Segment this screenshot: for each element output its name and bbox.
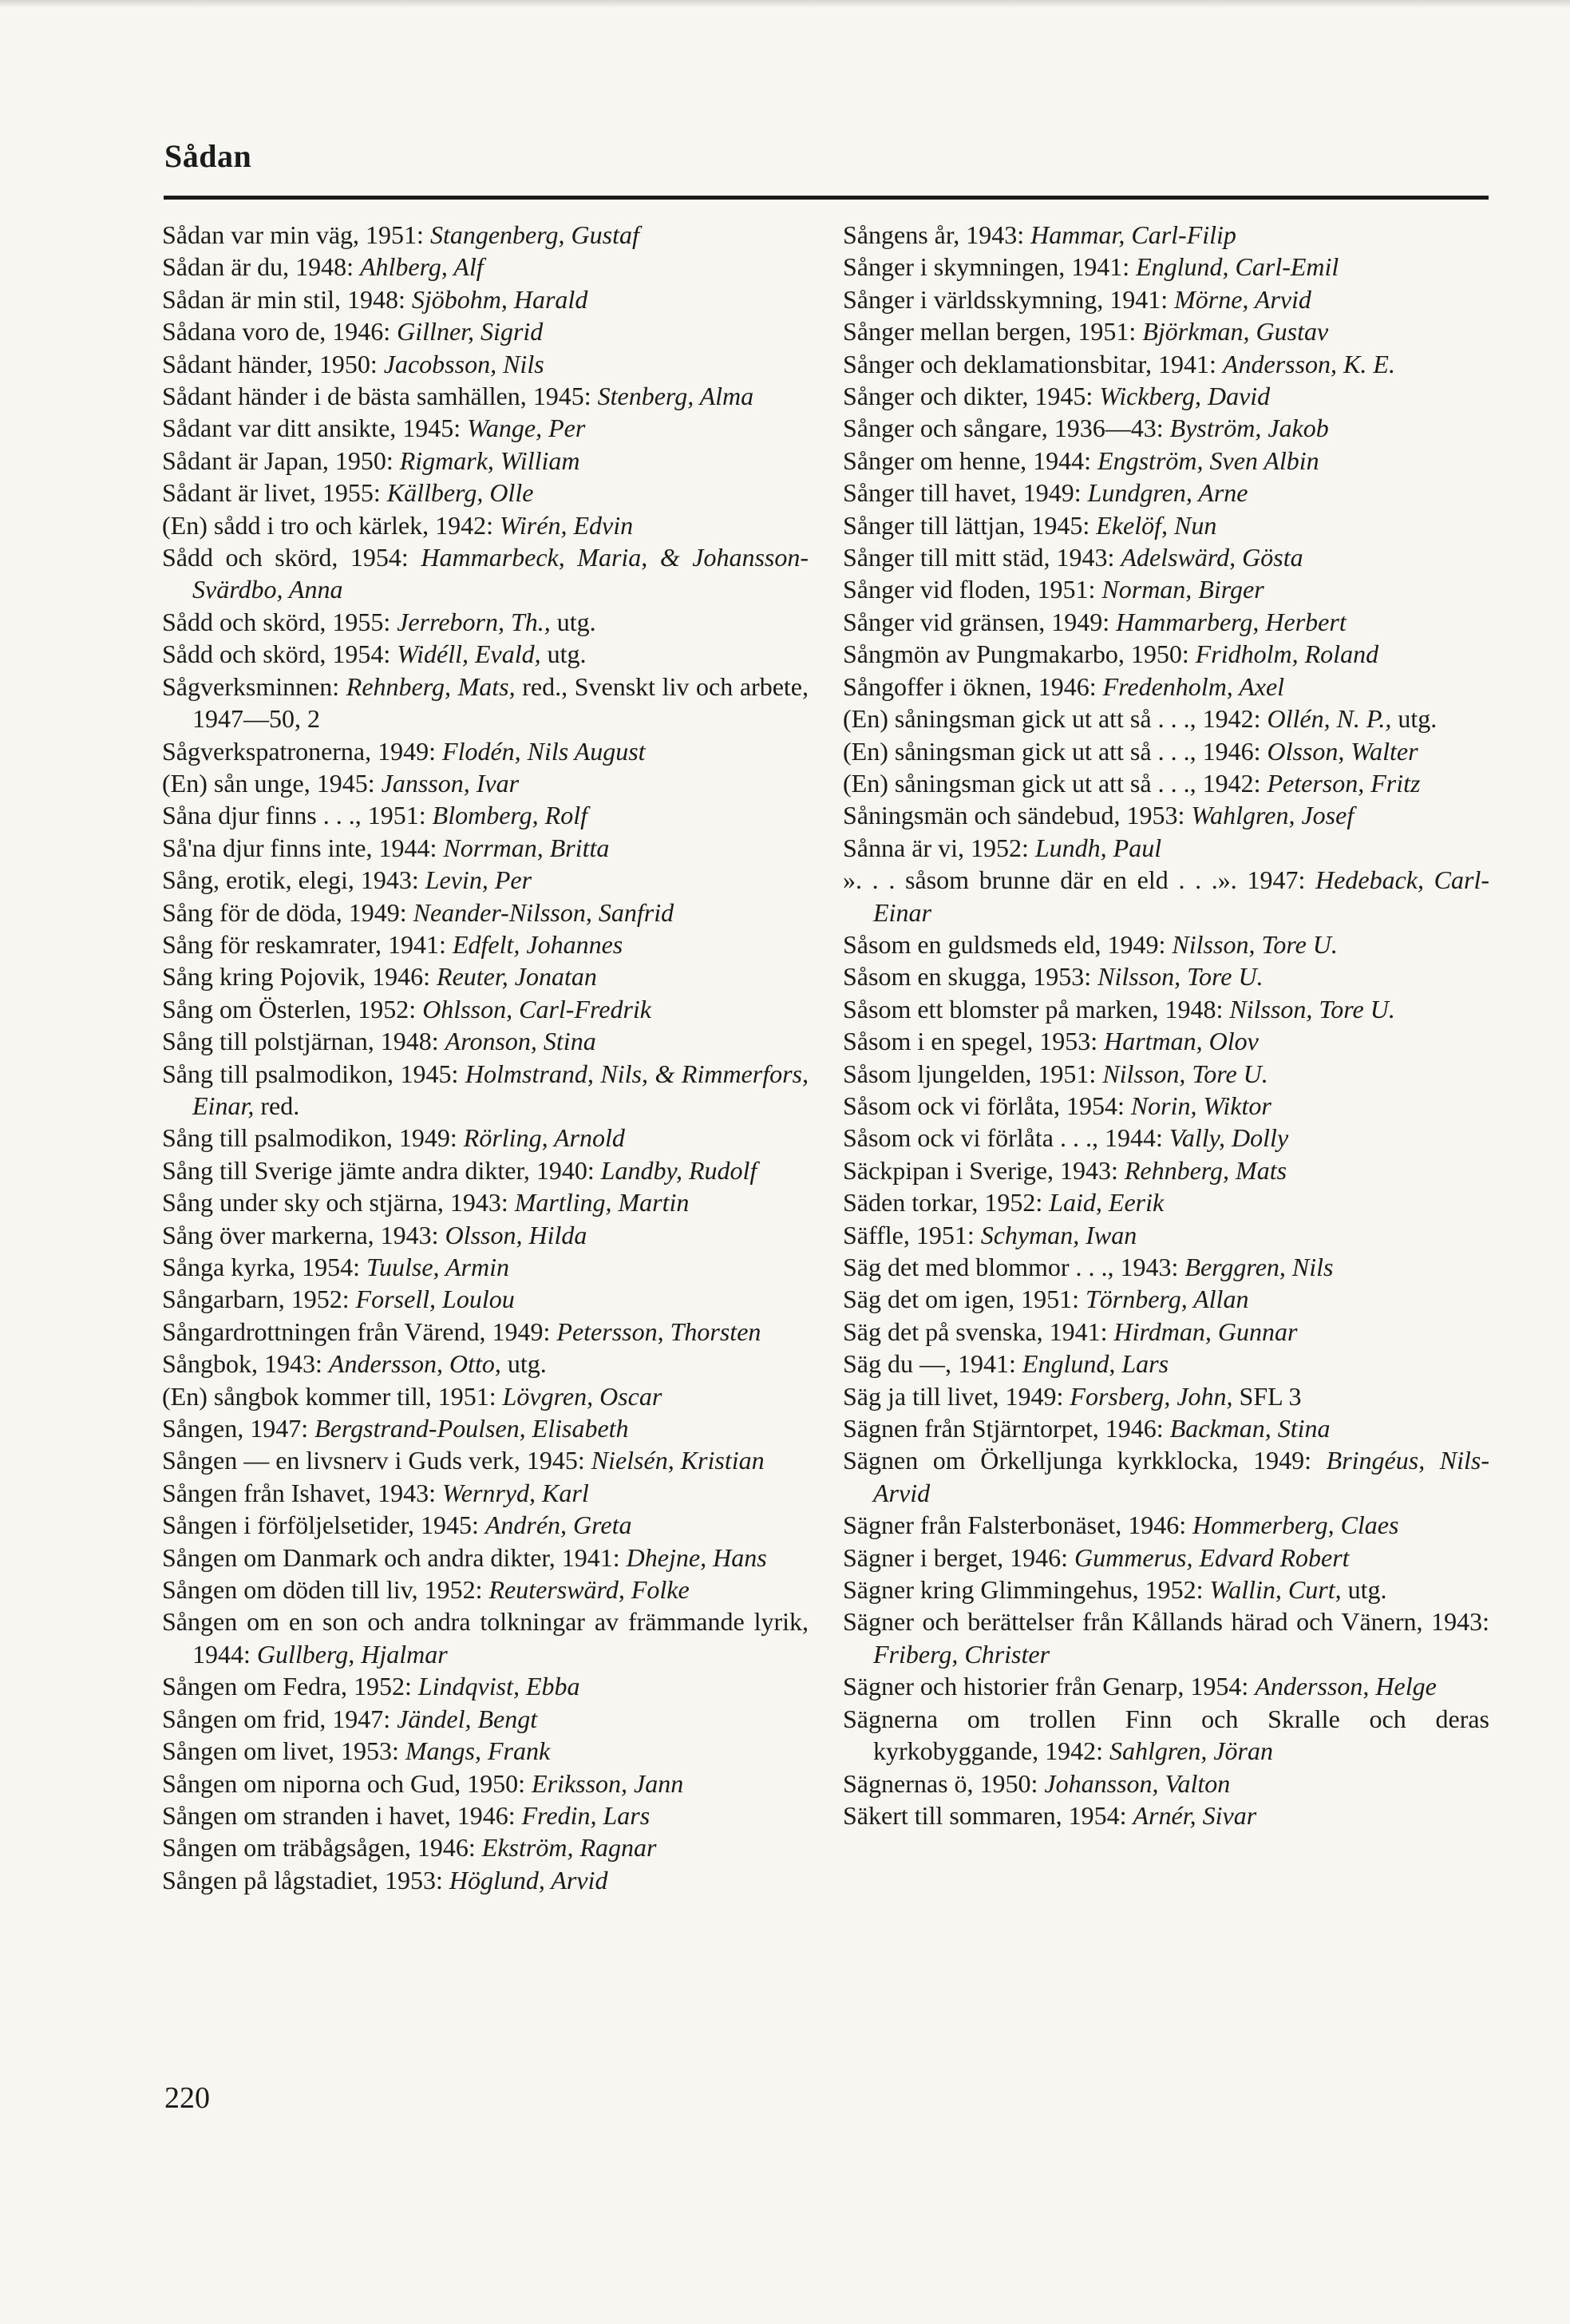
entry-title: Såsom i en spegel, 1953: [843, 1027, 1105, 1056]
entry-author: Englund, Lars [1022, 1349, 1169, 1379]
index-entry [162, 283, 809, 315]
index-entry [162, 380, 809, 412]
entry-title: Sägner från Falsterbonäset, 1946: [843, 1510, 1193, 1540]
index-entry [843, 1316, 1489, 1348]
entry-author: Olsson, Walter [1267, 736, 1418, 766]
entry-title: (En) såningsman gick ut att så . . ., 1946: [843, 736, 1267, 766]
entry-title: Säden torkar, 1952: [843, 1188, 1050, 1217]
index-entry [843, 219, 1489, 251]
entry-title: Såsom ett blomster på marken, 1948: [843, 994, 1230, 1023]
entry-suffix: utg. [1391, 704, 1438, 734]
index-entry [162, 1025, 809, 1057]
entry-author: Gummerus, Edvard Robert [1074, 1542, 1350, 1572]
entry-title: Sången om frid, 1947: [162, 1704, 397, 1733]
entry-title: Sång kring Pojovik, 1946: [162, 962, 437, 992]
entry-author: Widéll, Evald, [397, 639, 541, 669]
index-entry [162, 671, 809, 735]
entry-author: Nilsson, Tore U. [1172, 929, 1338, 959]
entry-title: ». . . såsom brunne där en eld . . .». 1947: [843, 865, 1316, 895]
entry-author: Bergstrand-Poulsen, Elisabeth [314, 1414, 629, 1443]
entry-author: Norrman, Britta [443, 833, 610, 862]
entry-author: Olsson, Hilda [445, 1220, 587, 1249]
entry-title: Sång för reskamrater, 1941: [162, 929, 453, 959]
index-entry [162, 219, 809, 251]
entry-title: Såsom ock vi förlåta . . ., 1944: [843, 1123, 1169, 1153]
entry-author: Adelswärd, Gösta [1121, 543, 1303, 572]
entry-author: Martling, Martin [514, 1188, 690, 1217]
index-entry [162, 509, 809, 541]
index-entry [843, 1799, 1489, 1831]
entry-title: Sånger mellan bergen, 1951: [843, 317, 1143, 346]
index-entry [162, 735, 809, 767]
entry-title: Sångoffer i öknen, 1946: [843, 671, 1103, 701]
index-entry [162, 1348, 809, 1380]
entry-author: Wallin, Curt, [1209, 1575, 1342, 1605]
index-entry [843, 412, 1489, 444]
entry-author: Vally, Dolly [1169, 1123, 1289, 1153]
entry-title: Sådant var ditt ansikte, 1945: [162, 414, 468, 443]
entry-title: Såsom ljungelden, 1951: [843, 1059, 1103, 1088]
entry-title: Sångarbarn, 1952: [162, 1285, 356, 1314]
index-entry [843, 315, 1489, 347]
entry-author: Reuterswärd, Folke [488, 1575, 690, 1605]
entry-suffix: SFL 3 [1232, 1381, 1302, 1411]
entry-author: Bringéus, Nils-Arvid [873, 1446, 1490, 1507]
index-entry [162, 1703, 809, 1735]
entry-title: Såsom en skugga, 1953: [843, 962, 1098, 992]
entry-title: Sånger vid gränsen, 1949: [843, 607, 1117, 636]
entry-author: Flodén, Nils August [442, 736, 646, 766]
entry-author: Höglund, Arvid [449, 1865, 608, 1894]
index-entry [843, 1380, 1489, 1412]
entry-author: Rehnberg, Mats, [346, 671, 516, 701]
entry-author: Arnér, Sivar [1133, 1800, 1257, 1830]
entry-author: Wickberg, David [1099, 382, 1271, 411]
right-column [843, 219, 1489, 1831]
index-entry [162, 897, 809, 928]
index-entry [162, 1768, 809, 1799]
header-rule [164, 196, 1489, 200]
entry-author: Ollén, N. P., [1267, 704, 1392, 734]
entry-title: Sångmön av Pungmakarbo, 1950: [843, 639, 1196, 669]
entry-author: Andersson, K. E. [1222, 349, 1395, 378]
entry-author: Johansson, Valton [1044, 1768, 1231, 1798]
entry-author: Neander-Nilsson, Sanfrid [413, 897, 674, 927]
index-entry [843, 928, 1489, 960]
index-entry [843, 703, 1489, 734]
entry-title: Sången om en son och andra tolkningar av främmande lyrik, 1944: [162, 1607, 809, 1669]
entry-title: Sångardrottningen från Värend, 1949: [162, 1316, 557, 1346]
index-entry [162, 1605, 809, 1670]
entry-title: (En) såningsman gick ut att så . . ., 1942: [843, 768, 1267, 798]
entry-title: Säg det om igen, 1951: [843, 1285, 1086, 1314]
index-entry [843, 1542, 1489, 1574]
entry-author: Reuter, Jonatan [437, 962, 597, 992]
entry-author: Backman, Stina [1169, 1414, 1331, 1443]
entry-title: Så'na djur finns inte, 1944: [162, 833, 444, 862]
entry-author: Törnberg, Allan [1085, 1285, 1249, 1314]
entry-title: (En) sångbok kommer till, 1951: [162, 1381, 503, 1411]
index-entry [843, 799, 1489, 831]
index-entry [162, 251, 809, 283]
entry-title: Sådan är du, 1948: [162, 252, 360, 282]
index-entry [843, 1444, 1489, 1509]
entry-title: Sång om Österlen, 1952: [162, 994, 423, 1023]
entry-title: Sådan var min väg, 1951: [162, 220, 430, 249]
index-entry [162, 832, 809, 864]
entry-title: Sådant är livet, 1955: [162, 478, 387, 508]
entry-author: Wahlgren, Josef [1191, 801, 1354, 830]
entry-title: Sånger och sångare, 1936—43: [843, 414, 1170, 443]
entry-author: Laid, Eerik [1049, 1188, 1165, 1217]
entry-title: Sådant händer i de bästa samhällen, 1945: [162, 382, 598, 411]
entry-suffix: red. [254, 1091, 300, 1120]
entry-author: Mangs, Frank [405, 1736, 551, 1766]
entry-author: Björkman, Gustav [1142, 317, 1329, 346]
index-entry [162, 1670, 809, 1702]
entry-author: Fredenholm, Axel [1102, 671, 1285, 701]
entry-author: Lindqvist, Ebba [417, 1672, 580, 1701]
index-entry [162, 445, 809, 477]
index-entry [843, 767, 1489, 799]
entry-author: Jerreborn, Th., [397, 607, 551, 636]
index-entry [843, 251, 1489, 283]
index-entry [162, 315, 809, 347]
entry-title: Sådant är Japan, 1950: [162, 445, 400, 475]
index-entry [843, 348, 1489, 380]
index-entry [843, 1154, 1489, 1186]
entry-title: Sång till polstjärnan, 1948: [162, 1027, 445, 1056]
entry-author: Wernryd, Karl [442, 1478, 589, 1507]
index-entry [162, 1186, 809, 1218]
entry-author: Gillner, Sigrid [397, 317, 544, 346]
index-entry [162, 1251, 809, 1283]
entry-author: Nilsson, Tore U. [1097, 962, 1264, 992]
entry-author: Jacobsson, Nils [383, 349, 544, 378]
entry-title: Sådd och skörd, 1955: [162, 607, 397, 636]
index-entry [162, 1477, 809, 1509]
entry-author: Schyman, Iwan [980, 1220, 1137, 1249]
entry-author: Hammarberg, Herbert [1116, 607, 1347, 636]
index-entry [843, 1703, 1489, 1768]
entry-author: Hammar, Carl-Filip [1030, 220, 1236, 249]
entry-title: Sång över markerna, 1943: [162, 1220, 445, 1249]
entry-author: Ahlberg, Alf [359, 252, 484, 282]
index-entry [843, 864, 1489, 928]
entry-author: Peterson, Fritz [1267, 768, 1421, 798]
index-entry [162, 1799, 809, 1831]
entry-title: Sången — en livsnerv i Guds verk, 1945: [162, 1446, 591, 1475]
entry-author: Gullberg, Hjalmar [256, 1639, 448, 1669]
index-entry [162, 1574, 809, 1605]
index-entry [843, 1412, 1489, 1444]
entry-title: Sägner och historier från Genarp, 1954: [843, 1672, 1256, 1701]
entry-title: (En) sån unge, 1945: [162, 768, 382, 798]
index-entry [843, 735, 1489, 767]
entry-author: Friberg, Christer [873, 1639, 1050, 1669]
page-number: 220 [164, 2081, 210, 2115]
index-entry [843, 1348, 1489, 1380]
index-entry [162, 767, 809, 799]
running-head: Sådan [164, 138, 252, 174]
entry-author: Landby, Rudolf [600, 1155, 757, 1185]
entry-author: Hedeback, Carl-Einar [873, 865, 1490, 927]
entry-title: Sägnernas ö, 1950: [843, 1768, 1045, 1798]
entry-title: Sången om stranden i havet, 1946: [162, 1800, 522, 1830]
entry-title: Sånger och dikter, 1945: [843, 382, 1100, 411]
entry-title: Sången i förföljelsetider, 1945: [162, 1510, 485, 1540]
index-entry [843, 1509, 1489, 1541]
entry-author: Hammarbeck, Maria, & Johansson-Svärdbo, Anna [192, 543, 809, 604]
entry-title: Sägner i berget, 1946: [843, 1542, 1075, 1572]
index-entry [162, 1735, 809, 1767]
index-entry [843, 1058, 1489, 1090]
entry-author: Rigmark, William [399, 445, 580, 475]
entry-title: Sången, 1947: [162, 1414, 315, 1443]
index-entry [162, 993, 809, 1025]
entry-title: Sången om niporna och Gud, 1950: [162, 1768, 532, 1798]
entry-author: Engström, Sven Albin [1097, 445, 1319, 475]
entry-author: Norin, Wiktor [1130, 1091, 1271, 1120]
entry-title: Såningsmän och sändebud, 1953: [843, 801, 1192, 830]
entry-author: Hirdman, Gunnar [1113, 1316, 1298, 1346]
index-entry [843, 477, 1489, 509]
index-entry [843, 960, 1489, 992]
index-entry [162, 638, 809, 670]
entry-author: Fredin, Lars [521, 1800, 651, 1830]
entry-title: Sådd och skörd, 1954: [162, 543, 421, 572]
index-entry [162, 1154, 809, 1186]
index-entry [162, 1122, 809, 1154]
entry-author: Stangenberg, Gustaf [429, 220, 639, 249]
entry-title: Sång till psalmodikon, 1949: [162, 1123, 464, 1153]
entry-title: Sånger vid floden, 1951: [843, 575, 1102, 604]
index-entry [843, 380, 1489, 412]
entry-author: Holmstrand, Nils, & Rimmerfors, Einar, [192, 1059, 809, 1120]
index-entry [162, 1316, 809, 1348]
entry-author: Lundgren, Arne [1087, 478, 1248, 508]
index-entry [843, 1768, 1489, 1799]
entry-title: Sådan är min stil, 1948: [162, 284, 412, 314]
index-entry [162, 477, 809, 509]
entry-author: Byström, Jakob [1169, 414, 1329, 443]
index-entry [162, 541, 809, 606]
entry-title: Sången om döden till liv, 1952: [162, 1575, 489, 1605]
index-entry [162, 1380, 809, 1412]
entry-title: Sågverksminnen: [162, 671, 346, 701]
left-column [162, 219, 809, 1896]
index-entry [843, 283, 1489, 315]
entry-title: Sägnerna om trollen Finn och Skralle och deras kyrkobyggande, 1942: [843, 1704, 1489, 1766]
entry-author: Eriksson, Jann [532, 1768, 684, 1798]
index-entry [162, 1444, 809, 1476]
entry-title: Sången om träbågsågen, 1946: [162, 1833, 482, 1863]
entry-title: Säckpipan i Sverige, 1943: [843, 1155, 1125, 1185]
entry-title: (En) såningsman gick ut att så . . ., 1942: [843, 704, 1267, 734]
entry-suffix: red., Svenskt liv och arbete, 1947—50, 2 [192, 671, 809, 734]
entry-author: Mörne, Arvid [1174, 284, 1311, 314]
entry-title: Sånger i världsskymning, 1941: [843, 284, 1175, 314]
index-entry [843, 832, 1489, 864]
entry-author: Nilsson, Tore U. [1229, 994, 1395, 1023]
index-entry [843, 1122, 1489, 1154]
index-entry [162, 1283, 809, 1315]
entry-suffix: utg. [500, 1349, 547, 1379]
index-entry [843, 993, 1489, 1025]
entry-title: Sådant händer, 1950: [162, 349, 384, 378]
entry-title: Säg ja till livet, 1949: [843, 1381, 1070, 1411]
entry-author: Nielsén, Kristian [591, 1446, 765, 1475]
entry-author: Ohlsson, Carl-Fredrik [422, 994, 651, 1023]
index-entry [843, 1283, 1489, 1315]
entry-title: Sånger om henne, 1944: [843, 445, 1098, 475]
entry-author: Aronson, Stina [445, 1027, 596, 1056]
entry-author: Hartman, Olov [1104, 1027, 1259, 1056]
index-entry [843, 1670, 1489, 1702]
index-entry [162, 799, 809, 831]
entry-title: Sång under sky och stjärna, 1943: [162, 1188, 515, 1217]
entry-author: Edfelt, Johannes [452, 929, 623, 959]
entry-title: Såsom ock vi förlåta, 1954: [843, 1091, 1131, 1120]
entry-author: Stenberg, Alma [597, 382, 754, 411]
entry-title: Säkert till sommaren, 1954: [843, 1800, 1133, 1830]
entry-author: Lundh, Paul [1034, 833, 1162, 862]
entry-author: Andersson, Otto, [328, 1349, 501, 1379]
entry-title: Sånga kyrka, 1954: [162, 1253, 366, 1281]
index-entry [162, 1509, 809, 1541]
index-entry [843, 1574, 1489, 1605]
index-entry [843, 1219, 1489, 1251]
index-entry [843, 671, 1489, 703]
entry-author: Petersson, Thorsten [556, 1316, 761, 1346]
entry-title: Sägnen om Örkelljunga kyrkklocka, 1949: [843, 1446, 1327, 1475]
entry-title: Sägner kring Glimmingehus, 1952: [843, 1575, 1210, 1605]
index-entry [843, 541, 1489, 573]
entry-author: Rehnberg, Mats [1124, 1155, 1287, 1185]
index-entry [162, 606, 809, 638]
index-entry [162, 1864, 809, 1896]
entry-author: Blomberg, Rolf [432, 801, 587, 830]
index-entry [843, 1090, 1489, 1122]
entry-title: Sång för de döda, 1949: [162, 897, 413, 927]
entry-author: Källberg, Olle [386, 478, 534, 508]
entry-title: Sägnen från Stjärntorpet, 1946: [843, 1414, 1170, 1443]
entry-title: Sången om Fedra, 1952: [162, 1672, 418, 1701]
entry-title: Sångbok, 1943: [162, 1349, 329, 1379]
entry-author: Levin, Per [425, 865, 532, 895]
entry-author: Jansson, Ivar [381, 768, 520, 798]
entry-author: Andersson, Helge [1255, 1672, 1437, 1701]
entry-title: Såna djur finns . . ., 1951: [162, 801, 433, 830]
entry-author: Andrén, Greta [484, 1510, 632, 1540]
entry-author: Berggren, Nils [1184, 1253, 1334, 1281]
entry-title: Säffle, 1951: [843, 1220, 981, 1249]
entry-suffix: utg. [540, 639, 587, 669]
entry-author: Wange, Per [467, 414, 586, 443]
entry-author: Forsberg, John, [1070, 1381, 1233, 1411]
entry-title: Sången om livet, 1953: [162, 1736, 405, 1766]
entry-title: Såsom en guldsmeds eld, 1949: [843, 929, 1173, 959]
entry-author: Wirén, Edvin [500, 510, 634, 540]
index-entry [162, 960, 809, 992]
entry-author: Rörling, Arnold [463, 1123, 625, 1153]
entry-title: Sången på lågstadiet, 1953: [162, 1865, 449, 1894]
entry-title: Sången om Danmark och andra dikter, 1941: [162, 1542, 627, 1572]
index-entry [843, 638, 1489, 670]
entry-author: Sjöbohm, Harald [411, 284, 588, 314]
entry-title: Sånger och deklamationsbitar, 1941: [843, 349, 1223, 378]
entry-title: Sågverkspatronerna, 1949: [162, 736, 443, 766]
entry-author: Hommerberg, Claes [1192, 1510, 1399, 1540]
entry-author: Dhejne, Hans [626, 1542, 767, 1572]
entry-author: Ekelöf, Nun [1096, 510, 1217, 540]
entry-author: Jändel, Bengt [397, 1704, 538, 1733]
entry-title: (En) sådd i tro och kärlek, 1942: [162, 510, 500, 540]
index-entry [162, 1219, 809, 1251]
index-entry [843, 445, 1489, 477]
entry-title: Säg du —, 1941: [843, 1349, 1022, 1379]
index-entry [162, 864, 809, 896]
entry-title: Sånger till mitt städ, 1943: [843, 543, 1121, 572]
entry-author: Ekström, Ragnar [481, 1833, 657, 1863]
index-entry [843, 1025, 1489, 1057]
entry-title: Sånna är vi, 1952: [843, 833, 1035, 862]
index-entry [162, 348, 809, 380]
index-entry [843, 1251, 1489, 1283]
index-entry [162, 412, 809, 444]
index-entry [162, 1058, 809, 1122]
entry-title: Sång till psalmodikon, 1945: [162, 1059, 465, 1088]
entry-author: Tuulse, Armin [366, 1253, 509, 1281]
entry-author: Sahlgren, Jöran [1109, 1736, 1273, 1766]
entry-title: Säg det på svenska, 1941: [843, 1316, 1114, 1346]
entry-author: Fridholm, Roland [1195, 639, 1379, 669]
index-entry [843, 509, 1489, 541]
index-entry [843, 573, 1489, 605]
entry-title: Sångens år, 1943: [843, 220, 1031, 249]
entry-title: Sång till Sverige jämte andra dikter, 1940: [162, 1155, 601, 1185]
entry-author: Englund, Carl-Emil [1136, 252, 1339, 282]
entry-title: Sånger till lättjan, 1945: [843, 510, 1097, 540]
entry-title: Sången från Ishavet, 1943: [162, 1478, 443, 1507]
index-entry [162, 1831, 809, 1863]
index-entry [162, 1412, 809, 1444]
entry-title: Sådd och skörd, 1954: [162, 639, 397, 669]
entry-title: Sång, erotik, elegi, 1943: [162, 865, 425, 895]
entry-suffix: utg. [1341, 1575, 1387, 1605]
entry-title: Säg det med blommor . . ., 1943: [843, 1253, 1185, 1281]
entry-author: Forsell, Loulou [355, 1285, 515, 1314]
entry-author: Nilsson, Tore U. [1102, 1059, 1268, 1088]
page-edge [0, 0, 1570, 8]
entry-author: Norman, Birger [1101, 575, 1264, 604]
entry-suffix: utg. [550, 607, 596, 636]
index-entry [843, 1186, 1489, 1218]
entry-title: Sådana voro de, 1946: [162, 317, 397, 346]
entry-title: Sånger i skymningen, 1941: [843, 252, 1137, 282]
index-entry [162, 928, 809, 960]
index-entry [843, 606, 1489, 638]
entry-title: Sånger till havet, 1949: [843, 478, 1088, 508]
entry-title: Sägner och berättelser från Kållands härad och Vänern, 1943: [843, 1607, 1489, 1637]
index-entry [162, 1542, 809, 1574]
index-entry [843, 1605, 1489, 1670]
entry-author: Lövgren, Oscar [502, 1381, 662, 1411]
